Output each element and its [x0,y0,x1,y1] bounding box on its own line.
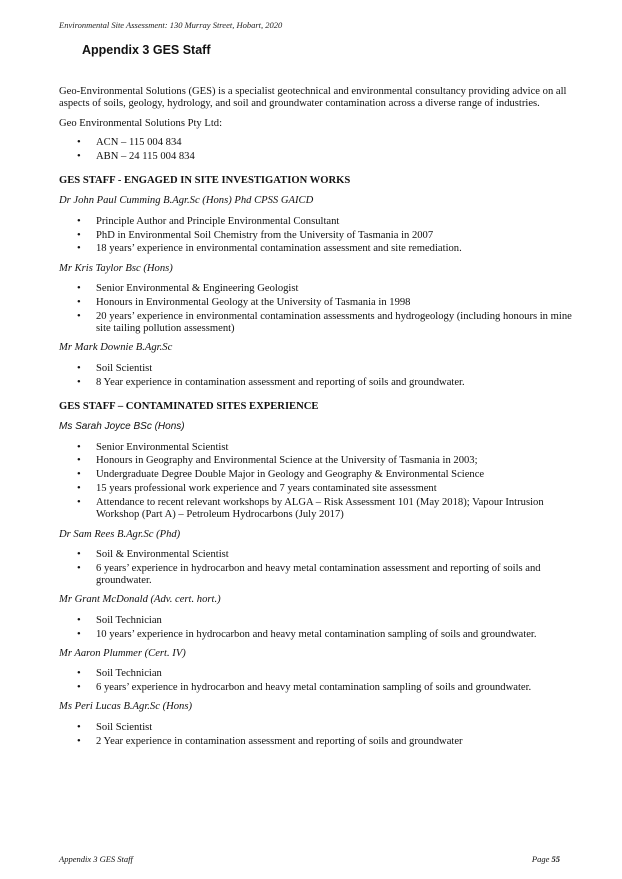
staff-points [59,283,589,335]
company-numbers [59,137,589,163]
list-item [59,682,589,694]
staff-point-text: Honours in Environmental Geology at the University of Tasmania in 1998 [96,296,411,308]
list-item [59,722,589,734]
staff-name: Mr Kris Taylor Bsc (Hons) [59,262,173,274]
bullet-icon: • [77,735,81,747]
bullet-icon: • [77,229,81,241]
list-item [59,243,589,255]
staff-point-text: 15 years professional work experience and 7 years contaminated site assessment [96,483,437,495]
bullet-icon: • [77,628,81,640]
bullet-icon: • [77,721,81,733]
staff-point-text: 6 years’ experience in hydrocarbon and heavy metal contamination assessment and reporting of soils and groundwater. [96,562,541,587]
staff-point-text: Soil & Environmental Scientist [96,548,229,560]
bullet-icon: • [77,136,81,148]
bullet-icon: • [77,150,81,162]
list-item [59,311,589,336]
company-abn: ABN – 24 115 004 834 [96,150,195,162]
list-item [59,668,589,680]
bullet-icon: • [77,483,81,495]
page-number: 55 [551,854,560,864]
list-item [59,230,589,242]
list-item [59,455,589,467]
section-contaminated-sites-staff [59,421,589,748]
staff-points [59,216,589,256]
running-header: Environmental Site Assessment: 130 Murray Street, Hobart, 2020 [59,20,283,30]
list-item [59,483,589,495]
staff-point-text: Soil Scientist [96,362,153,374]
staff-name: Dr Sam Rees B.Agr.Sc (Phd) [59,528,181,540]
staff-point-text: 18 years’ experience in environmental contamination assessment and site remediation. [96,243,462,255]
staff-point-text: Soil Technician [96,614,162,626]
list-item [59,297,589,309]
footer-title: Appendix 3 GES Staff [59,854,133,864]
list-item [59,283,589,295]
staff-points [59,668,589,694]
list-item [59,151,589,163]
bullet-icon: • [77,362,81,374]
staff-point-text: 10 years’ experience in hydrocarbon and heavy metal contamination sampling of soils and groundwater. [96,628,537,640]
bullet-icon: • [77,243,81,255]
staff-point-text: Senior Environmental Scientist [96,441,229,453]
staff-points [59,363,589,389]
section-heading-contaminated-sites: GES STAFF – CONTAMINATED SITES EXPERIENCE [59,400,319,412]
bullet-icon: • [77,614,81,626]
list-item [59,469,589,481]
staff-point-text: PhD in Environmental Soil Chemistry from the University of Tasmania in 2007 [96,229,434,241]
staff-point-text: Attendance to recent relevant workshops by ALGA – Risk Assessment 101 (May 2018); Vapour Intrusion Workshop (Part A) – Petroleum Hydrocarbons (July 2017) [96,497,544,521]
staff-name: Mr Aaron Plummer (Cert. IV) [59,647,186,659]
list-item [59,549,589,561]
page-content [59,86,589,755]
bullet-icon: • [77,562,81,574]
staff-point-text: Honours in Geography and Environmental Science at the University of Tasmania in 2003; [96,455,478,467]
staff-point-text: Principle Author and Principle Environmental Consultant [96,215,340,227]
staff-name: Mr Mark Downie B.Agr.Sc [59,342,173,354]
list-item [59,629,589,641]
bullet-icon: • [77,497,81,509]
page-label: Page [531,854,550,864]
company-name: Geo Environmental Solutions Pty Ltd: [59,117,223,129]
staff-points [59,442,589,522]
list-item [59,615,589,627]
staff-point-text: 2 Year experience in contamination assessment and reporting of soils and groundwater [96,735,463,747]
list-item [59,563,589,588]
staff-point-text: 20 years’ experience in environmental contamination assessments and hydrogeology (including honours in mine site tailing pollution assessment) [96,310,572,335]
staff-name: Dr John Paul Cumming B.Agr.Sc (Hons) Phd CPSS GAICD [59,195,314,207]
bullet-icon: • [77,296,81,308]
bullet-icon: • [77,310,81,322]
staff-name: Ms Sarah Joyce BSc (Hons) [59,421,185,433]
staff-point-text: Undergraduate Degree Double Major in Geology and Geography & Environmental Science [96,469,485,481]
staff-points [59,615,589,641]
appendix-title: Appendix 3 GES Staff [82,43,211,57]
list-item [59,363,589,375]
bullet-icon: • [77,376,81,388]
staff-name: Mr Grant McDonald (Adv. cert. hort.) [59,594,221,606]
section-heading-site-investigation: GES STAFF - ENGAGED IN SITE INVESTIGATION WORKS [59,175,351,187]
bullet-icon: • [77,668,81,680]
intro-paragraph: Geo-Environmental Solutions (GES) is a specialist geotechnical and environmental consultancy providing advice on all aspects of soils, geology, hydrology, and soil and groundwater contamination across a diverse range of industries. [59,86,567,110]
list-item [59,377,589,389]
bullet-icon: • [77,215,81,227]
list-item [59,736,589,748]
list-item [59,216,589,228]
staff-point-text: 8 Year experience in contamination assessment and reporting of soils and groundwater. [96,376,465,388]
staff-point-text: 6 years’ experience in hydrocarbon and heavy metal contamination sampling of soils and groundwater. [96,682,532,694]
bullet-icon: • [77,548,81,560]
company-acn: ACN – 115 004 834 [96,136,182,148]
staff-points [59,722,589,748]
page-number-label [532,854,560,864]
staff-points [59,549,589,587]
list-item [59,497,589,522]
staff-name: Ms Peri Lucas B.Agr.Sc (Hons) [59,701,192,713]
staff-point-text: Senior Environmental & Engineering Geologist [96,283,299,295]
bullet-icon: • [77,441,81,453]
bullet-icon: • [77,455,81,467]
bullet-icon: • [77,469,81,481]
bullet-icon: • [77,682,81,694]
bullet-icon: • [77,283,81,295]
section-site-investigation-staff [59,195,589,389]
list-item [59,442,589,454]
staff-point-text: Soil Technician [96,668,162,680]
list-item [59,137,589,149]
staff-point-text: Soil Scientist [96,721,153,733]
